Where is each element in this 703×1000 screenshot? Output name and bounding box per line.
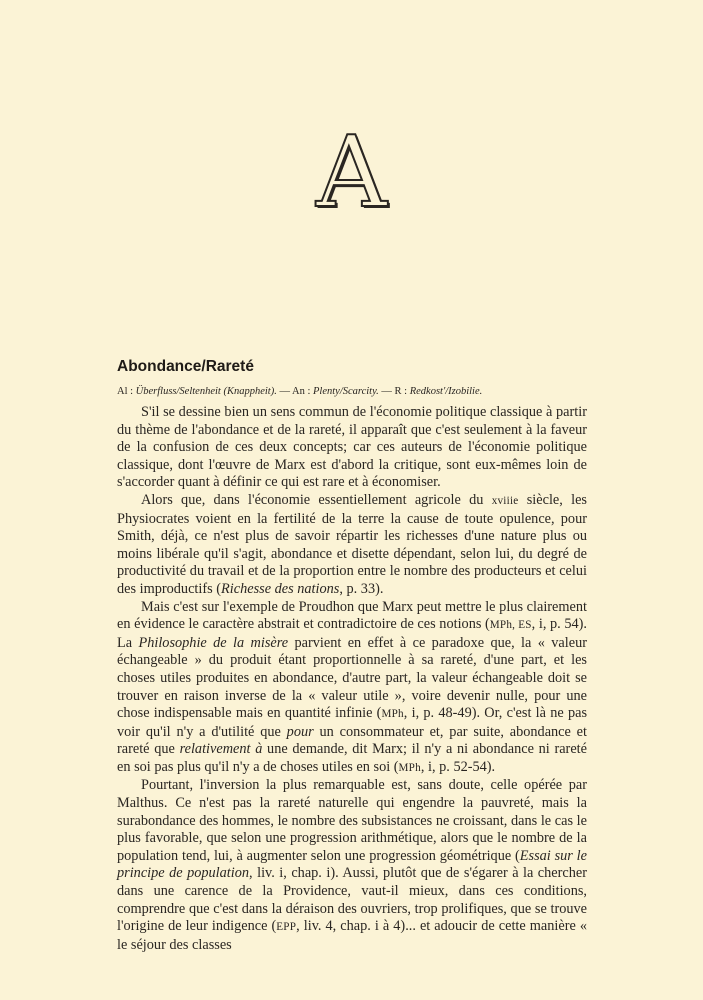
an-value: Plenty/Scarcity. bbox=[313, 386, 379, 397]
book-title: Philosophie de la misère bbox=[138, 634, 289, 651]
emphasis: relativement à bbox=[179, 741, 263, 758]
text: , liv. i, chap. i). Aussi, plutôt que de s'égarer à la chercher dans une carence de la Providence, vaut-il mieux, dans ces conditions, comprendre que c'est dans la déraison des ouvriers, trop prolifiques, que se trouve l'origine de leur indigence ( bbox=[117, 865, 588, 935]
text: Alors que, dans l'économie essentiellement agricole du bbox=[141, 491, 492, 508]
text: , i, p. 52-54). bbox=[420, 758, 496, 775]
text: parvient en effet à ce paradoxe que, la « valeur échangeable » du produit étant proportionnelle à sa rareté, d'une part, et les choses utiles produites en abondance, d'autre part, la valeur échangeable doit se trouver en raison inverse de la « valeur utile », voire devenir nulle, pour une chose indispensable mais en quantité infinie ( bbox=[117, 634, 587, 722]
entry-body bbox=[117, 404, 587, 954]
r-label: — R : bbox=[378, 386, 410, 397]
text: , i, p. 54). La bbox=[117, 616, 587, 651]
text: , liv. 4, chap. i à 4)... et adoucir de cette manière « le séjour des classes bbox=[117, 918, 587, 953]
century-smallcaps: xviiie bbox=[491, 494, 519, 507]
emphasis: pour bbox=[286, 723, 314, 740]
an-label: — An : bbox=[276, 386, 313, 397]
paragraph-1: S'il se dessine bien un sens commun de l'économie politique classique à partir du thème de l'abondance et de la rareté, il apparaît que c'est seulement à la faveur de la confusion de ces deux concepts; car ces auteurs de l'économie politique classique, dont l'œuvre de Marx est d'abord la critique, sont eux-mêmes loin de s'accorder quant à définir ce qui est rare et à économiser. bbox=[117, 404, 587, 491]
reference: EPP bbox=[276, 921, 297, 934]
book-title: Essai sur le principe de population bbox=[117, 847, 587, 882]
reference: MPh bbox=[398, 761, 421, 774]
r-value: Redkost'/Izobilie. bbox=[409, 386, 483, 397]
text: , i, p. 48-49). Or, c'est là ne pas voir qu'il n'y a d'utilité que bbox=[117, 705, 588, 740]
reference: MPh, ES bbox=[489, 619, 532, 632]
reference: MPh bbox=[381, 708, 404, 721]
text: un consommateur et, par suite, abondance et rareté que bbox=[117, 723, 588, 758]
paragraph-2 bbox=[117, 492, 587, 599]
book-title: Richesse des nations bbox=[221, 580, 340, 597]
paragraph-4 bbox=[117, 777, 587, 954]
translations-line bbox=[117, 385, 587, 399]
text: , p. 33). bbox=[339, 580, 384, 597]
text: siècle, les Physiocrates voient en la fertilité de la terre la cause de toute opulence, pour Smith, déjà, ce n'est plus de savoir répartir les richesses d'une nature plus ou moins libérale qu'il s'agit, abondance et disette dépendant, selon lui, du degré de productivité du travail et de la proportion entre le nombre des producteurs et celui des improductifs ( bbox=[117, 491, 587, 597]
text: Mais c'est sur l'exemple de Proudhon que Marx peut mettre le plus clairement en évidence le caractère abstrait et contradictoire de ces notions ( bbox=[117, 598, 587, 633]
section-letter: A bbox=[316, 116, 387, 230]
al-value: Überfluss/Seltenheit (Knappheit). bbox=[135, 386, 277, 397]
entry-title: Abondance/Rareté bbox=[117, 358, 254, 375]
al-label: Al : bbox=[117, 386, 136, 397]
text: une demande, dit Marx; il n'y a ni abondance ni rareté en soi pas plus qu'il n'y a de choses utiles en soi ( bbox=[117, 741, 587, 775]
text: Pourtant, l'inversion la plus remarquable est, sans doute, celle opérée par Malthus. Ce n'est pas la rareté naturelle qui engendre la pauvreté, mais la surabondance des hommes, le nombre des subsistances ne croissant, dans le cas le plus favorable, que selon une progression arithmétique, alors que le nombre de la population tend, lui, à augmenter selon une progression géométrique ( bbox=[117, 777, 587, 864]
paragraph-3 bbox=[117, 599, 587, 778]
